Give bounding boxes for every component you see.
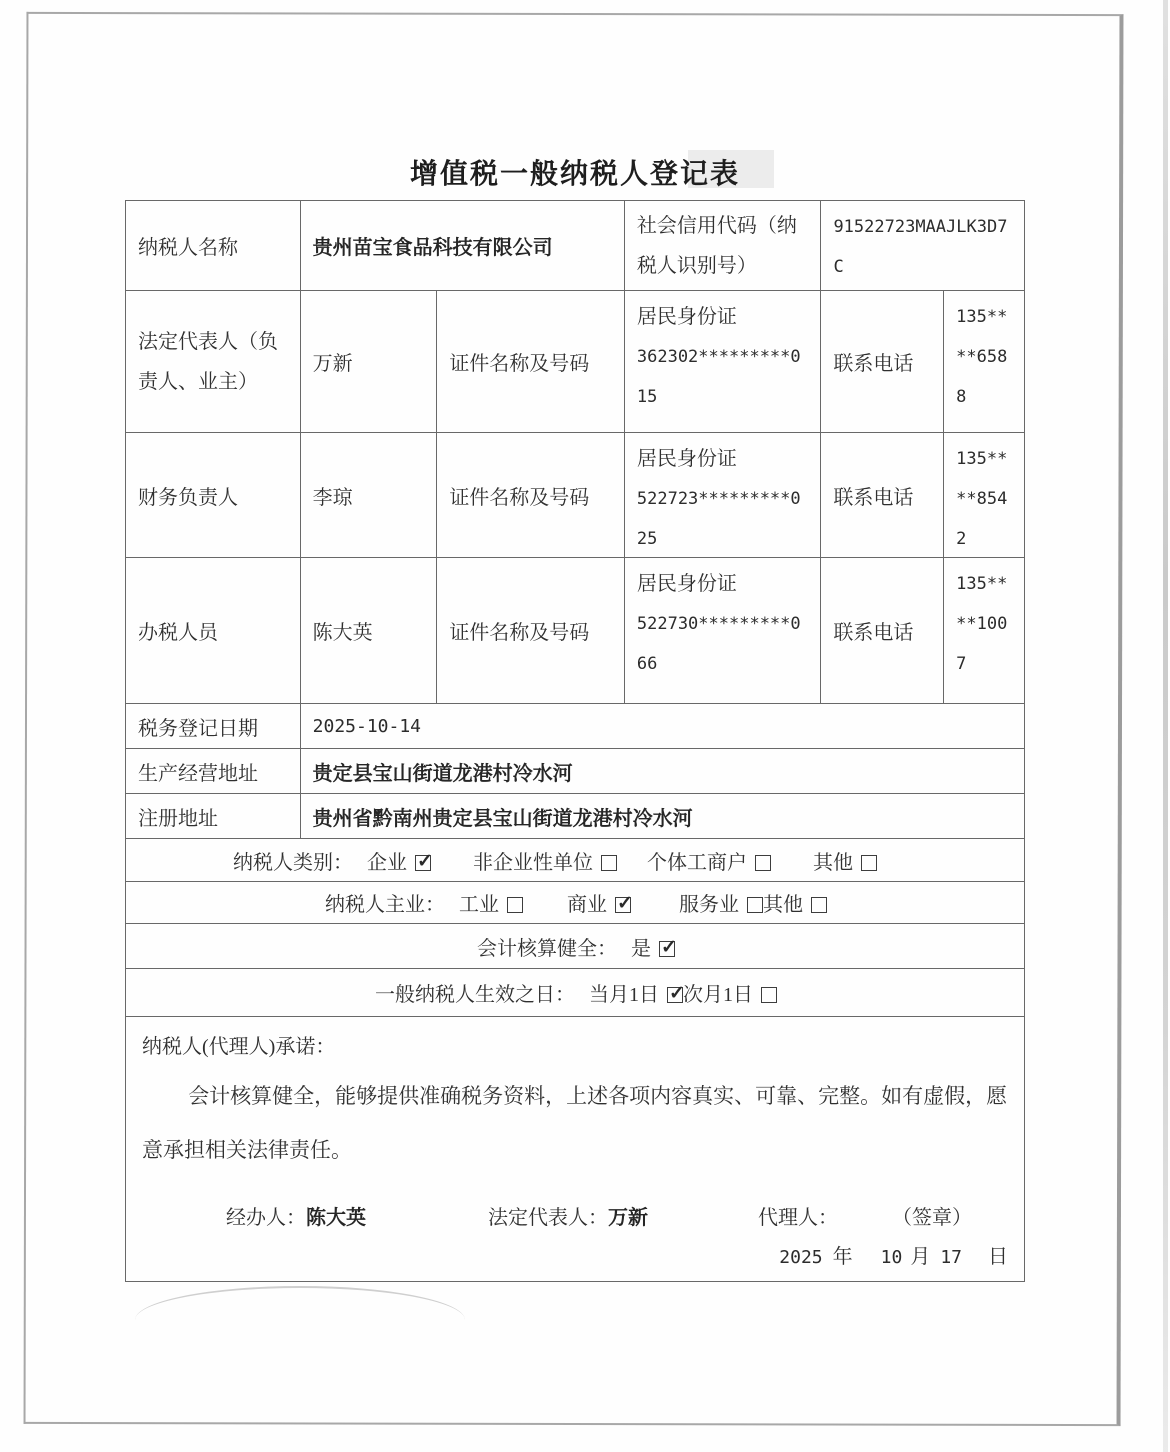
sound-accounting-cell — [126, 924, 1024, 969]
row-taxpayer-name — [126, 201, 1024, 291]
sound-accounting-label: 会计核算健全： — [477, 937, 617, 960]
phone-label: 联系电话 — [833, 486, 914, 509]
row-business-address — [126, 749, 1024, 794]
option-label: 是 — [631, 937, 651, 960]
checkbox-icon — [507, 897, 523, 913]
credit-code-label: 社会信用代码（纳税人识别号） — [636, 214, 797, 277]
legal-rep-signature — [488, 1201, 648, 1230]
option-industry — [459, 888, 523, 917]
page-edge-shadow — [1163, 0, 1168, 1452]
person-role: 法定代表人（负责人、业主） — [138, 330, 278, 393]
cert-label-cell — [437, 433, 625, 558]
checkbox-icon — [811, 897, 827, 913]
option-label: 其他 — [813, 851, 853, 874]
option-label: 非企业性单位 — [473, 851, 593, 874]
info-value-cell — [301, 749, 1024, 794]
date-day: 17 — [940, 1247, 962, 1268]
cert-label-cell — [437, 558, 625, 704]
phone-label-cell — [821, 291, 944, 433]
option-label: 企业 — [367, 851, 407, 874]
seal-label: （签章） — [892, 1207, 972, 1229]
business-address-value: 贵定县宝山街道龙港村冷水河 — [312, 762, 573, 785]
checkbox-icon — [415, 855, 431, 871]
option-label: 次月1日 — [683, 984, 753, 1006]
phone-label: 联系电话 — [833, 353, 914, 375]
agent-label: 代理人： — [758, 1207, 838, 1229]
option-label: 服务业 — [679, 894, 739, 916]
date-year: 2025 — [779, 1247, 823, 1268]
row-legal-representative — [126, 291, 1024, 433]
cert-value-cell — [625, 291, 822, 433]
phone-value: 135****8542 — [956, 449, 1008, 549]
cert-label: 证件名称及号码 — [449, 486, 590, 509]
row-sound-accounting — [126, 924, 1024, 969]
option-label: 个体工商户 — [647, 851, 747, 874]
checkbox-icon — [761, 987, 777, 1003]
option-non-enterprise-unit — [473, 846, 617, 875]
option-service — [679, 888, 763, 917]
info-label-cell — [126, 749, 301, 794]
info-label: 税务登记日期 — [138, 717, 258, 740]
date-day-unit: 日 — [988, 1246, 1008, 1268]
person-name-cell — [301, 291, 438, 433]
option-individual-business — [647, 846, 771, 875]
main-business-label: 纳税人主业： — [325, 894, 445, 916]
taxpayer-category-label: 纳税人类别： — [233, 851, 353, 874]
phone-value-cell — [944, 433, 1024, 558]
handler-signature — [226, 1201, 366, 1230]
cert-number: 362302*********015 — [636, 347, 801, 407]
date-month-unit: 月 — [910, 1246, 931, 1268]
row-registered-address — [126, 794, 1024, 839]
promise-cell — [126, 1017, 1024, 1281]
seal-placeholder — [892, 1201, 972, 1230]
effective-date-cell — [126, 969, 1024, 1017]
cert-number: 522730*********066 — [636, 614, 801, 674]
info-label-cell — [126, 704, 301, 749]
option-label: 工业 — [459, 894, 499, 916]
checkbox-icon — [667, 987, 683, 1003]
phone-value: 135****1007 — [956, 574, 1008, 674]
taxpayer-category-cell — [126, 839, 1024, 882]
option-current-month-day1 — [589, 978, 683, 1007]
taxpayer-name-value-cell — [301, 201, 625, 291]
cert-label: 证件名称及号码 — [449, 353, 590, 375]
person-name: 陈大英 — [312, 622, 373, 644]
cert-label: 证件名称及号码 — [449, 622, 590, 644]
phone-value-cell — [944, 291, 1024, 433]
credit-code-label-cell — [625, 201, 822, 291]
document-title: 增值税一般纳税人登记表 — [409, 159, 740, 190]
taxpayer-name-value: 贵州苗宝食品科技有限公司 — [312, 237, 553, 259]
registration-date-value: 2025-10-14 — [312, 715, 422, 737]
phone-label: 联系电话 — [833, 622, 914, 644]
taxpayer-name-label: 纳税人名称 — [138, 237, 238, 259]
row-main-business — [126, 882, 1024, 924]
row-finance-head — [126, 433, 1024, 558]
main-business-cell — [126, 882, 1024, 924]
row-tax-clerk — [126, 558, 1024, 704]
checkbox-icon — [601, 855, 617, 871]
checkbox-icon — [659, 941, 675, 957]
person-name-cell — [301, 433, 438, 558]
credit-code-value-cell — [821, 201, 1024, 291]
legal-rep-label: 法定代表人： — [488, 1207, 608, 1229]
handler-name: 陈大英 — [306, 1207, 366, 1229]
info-label-cell — [126, 794, 301, 839]
option-label: 商业 — [567, 894, 607, 916]
cert-value-cell — [625, 558, 822, 704]
option-other — [813, 846, 877, 875]
person-name: 万新 — [312, 353, 353, 375]
cert-type: 居民身份证 — [636, 448, 737, 470]
option-other — [763, 888, 827, 917]
option-yes — [631, 932, 675, 961]
cert-type: 居民身份证 — [636, 573, 737, 595]
registered-address-value: 贵州省黔南州贵定县宝山街道龙港村冷水河 — [312, 807, 693, 830]
person-role: 财务负责人 — [138, 486, 238, 509]
promise-heading: 纳税人(代理人)承诺： — [142, 1036, 336, 1058]
credit-code-value: 91522723MAAJLK3D7C — [833, 217, 1008, 277]
row-taxpayer-category — [126, 839, 1024, 882]
option-next-month-day1 — [683, 978, 777, 1007]
person-name-cell — [301, 558, 438, 704]
row-effective-date — [126, 969, 1024, 1017]
checkbox-icon — [861, 855, 877, 871]
info-label: 生产经营地址 — [138, 762, 258, 785]
info-label: 注册地址 — [138, 807, 218, 830]
legal-rep-name: 万新 — [608, 1207, 648, 1229]
option-commerce — [567, 888, 631, 917]
handler-label: 经办人： — [226, 1207, 306, 1229]
promise-body: 会计核算健全，能够提供准确税务资料，上述各项内容真实、可靠、完整。如有虚假，愿意承担相关法律责任。 — [142, 1084, 1008, 1162]
phone-value: 135****6588 — [956, 307, 1008, 407]
cert-label-cell — [437, 291, 625, 433]
signature-date — [779, 1240, 1008, 1269]
taxpayer-name-label-cell — [126, 201, 301, 291]
person-role-cell — [126, 433, 301, 558]
option-label: 其他 — [763, 894, 803, 916]
cert-number: 522723*********025 — [636, 489, 801, 549]
info-value-cell — [301, 794, 1024, 839]
option-label: 当月1日 — [589, 984, 659, 1006]
info-value-cell — [301, 704, 1024, 749]
phone-value-cell — [944, 558, 1024, 704]
person-role: 办税人员 — [138, 622, 218, 644]
agent-signature — [758, 1201, 838, 1230]
registration-table — [125, 200, 1025, 1282]
phone-label-cell — [821, 433, 944, 558]
row-promise — [126, 1017, 1024, 1281]
cert-value-cell — [625, 433, 822, 558]
option-enterprise — [367, 846, 431, 875]
person-role-cell — [126, 291, 301, 433]
date-year-unit: 年 — [832, 1246, 853, 1268]
row-registration-date — [126, 704, 1024, 749]
checkbox-icon — [747, 897, 763, 913]
signature-row — [126, 1201, 1024, 1229]
phone-label-cell — [821, 558, 944, 704]
checkbox-icon — [755, 855, 771, 871]
cert-type: 居民身份证 — [636, 306, 737, 328]
date-month: 10 — [880, 1247, 903, 1268]
person-name: 李琼 — [312, 486, 353, 509]
effective-date-label: 一般纳税人生效之日： — [375, 984, 575, 1006]
person-role-cell — [126, 558, 301, 704]
checkbox-icon — [615, 897, 631, 913]
